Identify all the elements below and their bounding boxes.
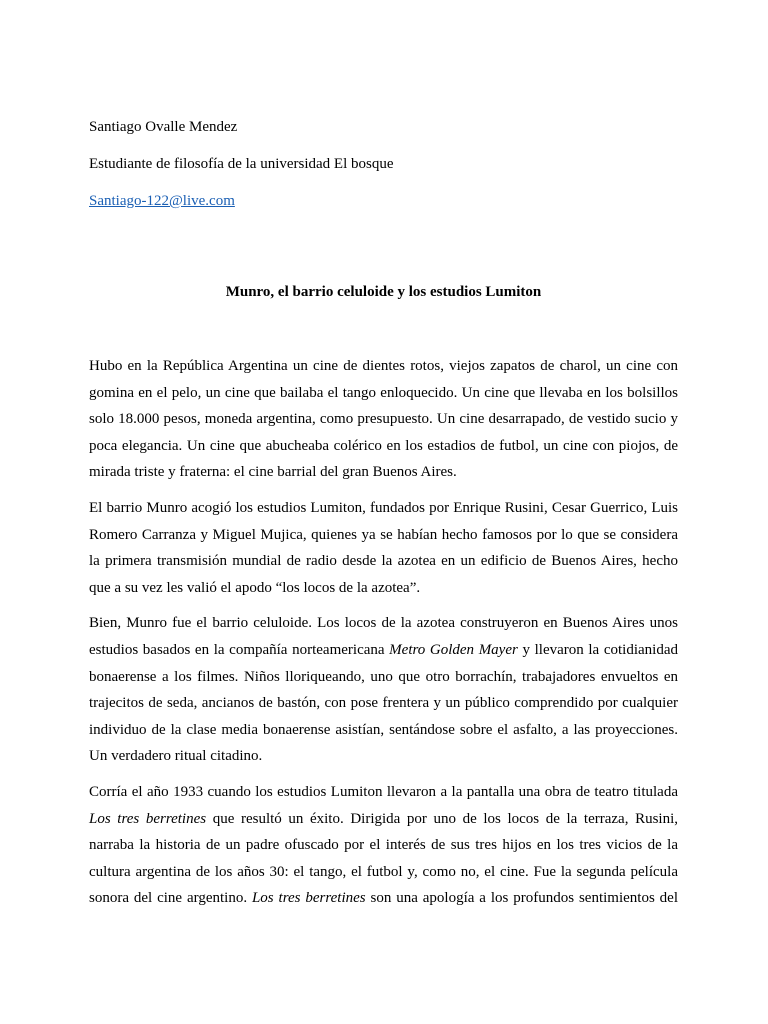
- article-body: [89, 353, 678, 921]
- author-role: Estudiante de filosofía de la universidad El bosque: [89, 156, 394, 172]
- paragraph-2: [89, 495, 678, 601]
- paragraph-1: [89, 353, 678, 486]
- text-line: Los tres berretines que resultó un éxito. Dirigida por uno de los locos de la terraza, Rusini,: [89, 810, 678, 827]
- film-title: Los tres berretines: [251, 890, 366, 907]
- text-line: cultura argentina de los años 30: el tango, el futbol y, como no, el cine. Fue la segunda película: [89, 863, 678, 880]
- author-email-link[interactable]: Santiago-122@live.com: [89, 193, 235, 209]
- text-line: poca elegancia. Un cine que abucheaba colérico en los estadios de futbol, un cine con piojos, de: [89, 437, 678, 454]
- text-line: que a su vez les valió el apodo “los locos de la azotea”.: [89, 579, 421, 596]
- text-line: la primera transmisión mundial de radio desde la azotea en un edificio de Buenos Aires, hecho: [89, 553, 678, 570]
- author-name: Santiago Ovalle Mendez: [89, 119, 238, 135]
- text-line: Bien, Munro fue el barrio celuloide. Los locos de la azotea construyeron en Buenos Aires unos: [89, 615, 678, 632]
- text-line: Corría el año 1933 cuando los estudios Lumiton llevaron a la pantalla una obra de teatro titulada: [89, 783, 678, 800]
- text-line: gomina en el pelo, un cine que bailaba el tango enloquecido. Un cine que llevaba en los bolsillos: [89, 384, 678, 401]
- text-line: individuo de la clase media bonaerense asistían, sentándose sobre el asfalto, a las proyecciones.: [89, 721, 678, 738]
- text-line: Hubo en la República Argentina un cine de dientes rotos, viejos zapatos de charol, un cine con: [89, 358, 678, 374]
- text-line: Un verdadero ritual citadino.: [89, 748, 263, 765]
- text-line: solo 18.000 pesos, moneda argentina, como presupuesto. Un cine desarrapado, de vestido sucio y: [89, 411, 678, 428]
- film-title: Los tres berretines: [89, 810, 207, 827]
- paragraph-4: [89, 779, 678, 912]
- article-title: Munro, el barrio celuloide y los estudios Lumiton: [225, 284, 542, 300]
- text-line: El barrio Munro acogió los estudios Lumiton, fundados por Enrique Rusini, Cesar Guerrico, Luis: [89, 499, 678, 516]
- paragraph-3: [89, 610, 678, 770]
- text-line: sonora del cine argentino. Los tres berretines son una apología a los profundos sentimientos del: [89, 890, 678, 907]
- text-line: mirada triste y fraterna: el cine barrial del gran Buenos Aires.: [89, 464, 457, 481]
- text-line: trajecitos de seda, ancianos de bastón, con pose frentera y un público comprendido por cualquier: [89, 695, 678, 712]
- text-line: Romero Carranza y Miguel Mujica, quienes ya se habían hecho famosos por lo que se considera: [89, 526, 678, 543]
- text-line: estudios basados en la compañía norteamericana Metro Golden Mayer y llevaron la cotidianidad: [89, 641, 678, 658]
- text-line: bonaerense a los filmes. Niños lloriqueando, uno que otro borrachín, trabajadores envueltos en: [89, 668, 678, 685]
- film-studio-name: Metro Golden Mayer: [389, 641, 518, 658]
- text-line: narraba la historia de un padre ofuscado por el interés de sus tres hijos en los tres vicios de la: [89, 837, 678, 854]
